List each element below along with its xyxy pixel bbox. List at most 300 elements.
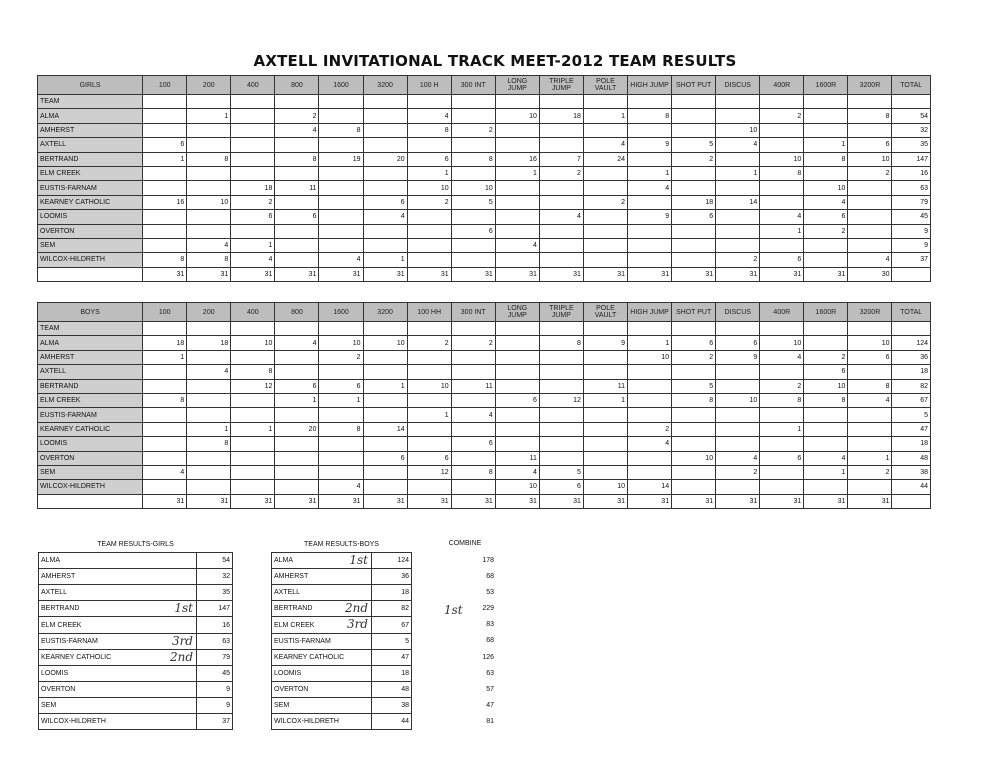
score-cell	[231, 480, 275, 494]
summary-row	[272, 633, 412, 649]
table-row	[38, 238, 931, 252]
summary-team-cell	[39, 681, 197, 697]
summary-team-name: AMHERST	[274, 573, 309, 581]
combine-column	[430, 537, 500, 730]
score-cell	[231, 138, 275, 152]
team-name: BERTRAND	[38, 379, 143, 393]
empty-cell	[804, 322, 848, 336]
event-total-cell: 31	[143, 267, 187, 281]
score-cell	[451, 138, 495, 152]
total-cell: 44	[892, 480, 931, 494]
score-cell	[143, 480, 187, 494]
summary-row	[272, 665, 412, 681]
score-cell	[451, 422, 495, 436]
summary-team-name: BERTRAND	[274, 605, 313, 613]
summary-score: 32	[197, 569, 233, 585]
summary-row	[272, 649, 412, 665]
score-cell	[231, 166, 275, 180]
empty-cell	[672, 322, 716, 336]
team-name: EUSTIS-FARNAM	[38, 181, 143, 195]
score-cell: 11	[451, 379, 495, 393]
score-cell	[716, 365, 760, 379]
score-cell	[672, 365, 716, 379]
summary-team-name: WILCOX-HILDRETH	[41, 718, 106, 726]
score-cell: 2	[848, 465, 892, 479]
score-cell	[319, 437, 363, 451]
table-row	[38, 480, 931, 494]
score-cell	[716, 238, 760, 252]
combine-row	[430, 633, 500, 649]
score-cell: 8	[760, 393, 804, 407]
summary-row	[39, 569, 233, 585]
score-cell	[495, 336, 539, 350]
score-cell: 6	[231, 210, 275, 224]
score-cell: 9	[716, 350, 760, 364]
score-cell: 2	[407, 195, 451, 209]
score-cell	[539, 238, 583, 252]
score-cell	[716, 152, 760, 166]
summary-score: 5	[372, 633, 412, 649]
score-cell	[143, 437, 187, 451]
score-cell	[231, 350, 275, 364]
summary-team-cell	[272, 617, 372, 633]
empty-cell	[628, 95, 672, 109]
score-cell	[451, 109, 495, 123]
section-label: BOYS	[38, 303, 143, 322]
score-cell	[231, 437, 275, 451]
combine-row	[430, 666, 500, 682]
page-title: AXTELL INVITATIONAL TRACK MEET-2012 TEAM RESULTS	[253, 52, 737, 70]
score-cell: 4	[187, 365, 231, 379]
table-row	[38, 166, 931, 180]
event-header: DISCUS	[716, 76, 760, 95]
score-cell: 16	[495, 152, 539, 166]
score-cell	[363, 408, 407, 422]
score-cell: 6	[760, 253, 804, 267]
score-cell: 6	[672, 336, 716, 350]
score-cell	[187, 166, 231, 180]
summary-team-cell	[39, 617, 197, 633]
summary-header-row	[272, 537, 412, 553]
empty-cell	[539, 322, 583, 336]
score-cell	[275, 224, 319, 238]
score-cell: 4	[275, 336, 319, 350]
score-cell	[143, 422, 187, 436]
summary-team-cell	[39, 601, 197, 617]
summary-team-name: WILCOX-HILDRETH	[274, 718, 339, 726]
score-cell	[363, 465, 407, 479]
score-cell	[231, 451, 275, 465]
score-cell	[583, 451, 627, 465]
summary-row	[272, 569, 412, 585]
summary-score: 82	[372, 601, 412, 617]
score-cell	[539, 253, 583, 267]
score-cell: 2	[716, 465, 760, 479]
event-total-cell: 31	[672, 267, 716, 281]
combine-value: 57	[486, 685, 494, 693]
score-cell	[716, 437, 760, 451]
score-cell: 4	[407, 109, 451, 123]
score-cell	[848, 365, 892, 379]
summary-row	[272, 714, 412, 730]
score-cell: 10	[672, 451, 716, 465]
score-cell	[231, 465, 275, 479]
table-row	[38, 379, 931, 393]
score-cell: 4	[628, 437, 672, 451]
score-cell: 4	[143, 465, 187, 479]
score-cell	[231, 109, 275, 123]
event-header: 1600	[319, 76, 363, 95]
score-cell	[363, 181, 407, 195]
score-cell: 6	[760, 451, 804, 465]
team-name: AMHERST	[38, 350, 143, 364]
score-cell: 1	[231, 238, 275, 252]
score-cell	[539, 123, 583, 137]
event-header: 400R	[760, 76, 804, 95]
total-cell: 18	[892, 365, 931, 379]
summary-team-name: KEARNEY CATHOLIC	[41, 653, 112, 661]
score-cell	[451, 210, 495, 224]
team-name: AMHERST	[38, 123, 143, 137]
total-cell: 5	[892, 408, 931, 422]
score-cell	[187, 393, 231, 407]
score-cell: 5	[539, 465, 583, 479]
score-cell	[407, 422, 451, 436]
score-cell: 8	[319, 123, 363, 137]
score-cell	[275, 166, 319, 180]
event-total-cell: 31	[628, 267, 672, 281]
score-cell: 8	[143, 253, 187, 267]
empty-cell	[539, 95, 583, 109]
score-cell	[716, 422, 760, 436]
empty-cell	[363, 322, 407, 336]
empty-cell	[187, 322, 231, 336]
empty-cell	[716, 322, 760, 336]
summary-team-cell	[272, 665, 372, 681]
score-cell: 2	[848, 166, 892, 180]
event-header: 3200	[363, 303, 407, 322]
empty-cell	[672, 95, 716, 109]
event-total-cell: 31	[231, 267, 275, 281]
table-row	[38, 224, 931, 238]
handwritten-place: 2nd	[169, 649, 193, 664]
score-cell	[539, 224, 583, 238]
score-cell	[319, 451, 363, 465]
score-cell	[187, 350, 231, 364]
score-cell	[363, 393, 407, 407]
score-cell: 19	[319, 152, 363, 166]
summary-row	[39, 601, 233, 617]
summary-team-name: OVERTON	[41, 685, 76, 693]
score-cell	[539, 181, 583, 195]
summary-team-name: BERTRAND	[41, 605, 80, 613]
score-cell	[804, 422, 848, 436]
score-cell: 4	[451, 408, 495, 422]
total-cell: 36	[892, 350, 931, 364]
score-cell	[628, 408, 672, 422]
score-cell	[848, 408, 892, 422]
event-header: 1600R	[804, 76, 848, 95]
score-cell	[583, 465, 627, 479]
score-cell	[716, 181, 760, 195]
score-cell	[319, 195, 363, 209]
event-header: 100 H	[407, 76, 451, 95]
combine-row	[430, 601, 500, 617]
event-total-cell: 31	[407, 494, 451, 508]
event-header: 3200R	[848, 303, 892, 322]
score-cell	[319, 365, 363, 379]
combine-value: 83	[486, 621, 494, 629]
score-cell	[187, 379, 231, 393]
event-header: 300 INT	[451, 76, 495, 95]
score-cell: 8	[187, 253, 231, 267]
score-cell	[760, 365, 804, 379]
total-cell: 124	[892, 336, 931, 350]
empty-cell	[407, 95, 451, 109]
score-cell: 20	[363, 152, 407, 166]
empty-cell	[495, 95, 539, 109]
handwritten-place: 1st	[174, 601, 193, 616]
score-cell	[407, 480, 451, 494]
score-cell: 6	[716, 336, 760, 350]
score-cell: 8	[187, 152, 231, 166]
summary-row	[272, 601, 412, 617]
score-cell: 5	[672, 379, 716, 393]
score-cell: 10	[583, 480, 627, 494]
combine-value: 81	[486, 717, 494, 725]
empty-cell	[848, 95, 892, 109]
empty-cell	[892, 322, 931, 336]
score-cell	[583, 365, 627, 379]
combine-value: 53	[486, 589, 494, 597]
section-label: GIRLS	[38, 76, 143, 95]
score-cell	[275, 451, 319, 465]
team-name: BERTRAND	[38, 152, 143, 166]
event-total-cell: 31	[451, 494, 495, 508]
score-cell: 2	[583, 195, 627, 209]
score-cell	[628, 253, 672, 267]
score-cell: 10	[848, 152, 892, 166]
score-cell	[319, 224, 363, 238]
score-cell: 1	[407, 408, 451, 422]
table-row	[38, 437, 931, 451]
team-label-row	[38, 95, 931, 109]
score-cell: 9	[628, 210, 672, 224]
score-cell: 1	[848, 451, 892, 465]
combine-row	[430, 682, 500, 698]
summary-team-name: LOOMIS	[41, 669, 69, 677]
score-cell: 6	[319, 379, 363, 393]
event-total-cell: 31	[804, 267, 848, 281]
event-total-cell	[892, 267, 931, 281]
score-cell	[628, 393, 672, 407]
score-cell	[628, 123, 672, 137]
score-cell	[672, 480, 716, 494]
total-cell: 54	[892, 109, 931, 123]
score-cell: 2	[407, 336, 451, 350]
score-cell	[187, 138, 231, 152]
summary-row	[272, 585, 412, 601]
score-cell: 6	[407, 451, 451, 465]
score-cell	[495, 195, 539, 209]
score-cell: 4	[716, 451, 760, 465]
event-total-cell: 30	[848, 267, 892, 281]
total-cell: 147	[892, 152, 931, 166]
combine-row	[430, 650, 500, 666]
event-total-cell: 31	[187, 494, 231, 508]
empty-cell	[495, 322, 539, 336]
score-cell: 8	[143, 393, 187, 407]
score-cell: 1	[363, 379, 407, 393]
table-row	[38, 253, 931, 267]
team-name: SEM	[38, 238, 143, 252]
score-cell	[760, 123, 804, 137]
summary-row	[39, 697, 233, 713]
score-cell: 6	[275, 379, 319, 393]
score-cell: 1	[804, 465, 848, 479]
score-cell	[451, 350, 495, 364]
team-name: ELM CREEK	[38, 166, 143, 180]
summary-score: 9	[197, 697, 233, 713]
score-cell	[716, 224, 760, 238]
event-header: LONG JUMP	[495, 303, 539, 322]
event-header: 300 INT	[451, 303, 495, 322]
event-total-cell: 31	[187, 267, 231, 281]
empty-cell	[848, 322, 892, 336]
score-cell	[804, 336, 848, 350]
score-cell	[495, 422, 539, 436]
score-cell: 4	[275, 123, 319, 137]
score-cell	[628, 465, 672, 479]
score-cell	[143, 238, 187, 252]
summary-row	[272, 617, 412, 633]
summary-score: 9	[197, 681, 233, 697]
score-cell: 1	[407, 166, 451, 180]
team-name: AXTELL	[38, 138, 143, 152]
score-cell	[187, 181, 231, 195]
event-header: DISCUS	[716, 303, 760, 322]
score-cell	[275, 465, 319, 479]
combine-row	[430, 698, 500, 714]
score-cell: 10	[407, 181, 451, 195]
event-total-cell	[892, 494, 931, 508]
score-cell	[672, 465, 716, 479]
score-cell	[407, 437, 451, 451]
score-cell	[407, 365, 451, 379]
score-cell: 11	[275, 181, 319, 195]
empty-cell	[760, 95, 804, 109]
team-label: TEAM	[38, 95, 143, 109]
summary-team-cell	[272, 553, 372, 569]
empty-cell	[38, 494, 143, 508]
score-cell	[628, 195, 672, 209]
score-cell	[539, 408, 583, 422]
summary-team-cell	[39, 553, 197, 569]
summary-team-cell	[272, 585, 372, 601]
score-cell	[672, 422, 716, 436]
score-cell: 6	[804, 210, 848, 224]
table-row	[38, 465, 931, 479]
score-cell	[672, 123, 716, 137]
score-cell: 12	[407, 465, 451, 479]
combine-value: 178	[482, 557, 494, 564]
score-cell: 10	[848, 336, 892, 350]
summary-team-cell	[272, 649, 372, 665]
summary-team-name: SEM	[41, 701, 57, 709]
summary-score: 36	[372, 569, 412, 585]
score-cell: 8	[451, 465, 495, 479]
total-cell: 47	[892, 422, 931, 436]
summary-team-cell	[272, 633, 372, 649]
score-cell: 18	[143, 336, 187, 350]
score-cell: 4	[804, 451, 848, 465]
score-cell: 4	[495, 238, 539, 252]
score-cell: 6	[363, 195, 407, 209]
score-cell: 1	[319, 393, 363, 407]
summary-score: 79	[197, 649, 233, 665]
summary-row	[39, 553, 233, 569]
handwritten-place: 1st	[444, 603, 463, 618]
score-cell	[319, 181, 363, 195]
score-cell	[363, 365, 407, 379]
event-header: 1600R	[804, 303, 848, 322]
score-cell: 2	[760, 109, 804, 123]
score-cell	[143, 224, 187, 238]
score-cell: 8	[760, 166, 804, 180]
event-header: 3200	[363, 76, 407, 95]
summary-team-name: AXTELL	[274, 589, 301, 597]
score-cell: 10	[716, 393, 760, 407]
score-cell: 1	[716, 166, 760, 180]
score-cell: 4	[583, 138, 627, 152]
empty-cell	[407, 322, 451, 336]
event-header: 100 HH	[407, 303, 451, 322]
score-cell: 6	[363, 451, 407, 465]
score-cell: 2	[672, 350, 716, 364]
score-cell: 4	[231, 253, 275, 267]
score-cell: 1	[143, 152, 187, 166]
score-cell	[848, 437, 892, 451]
total-cell: 9	[892, 224, 931, 238]
score-cell: 18	[187, 336, 231, 350]
score-cell	[716, 408, 760, 422]
score-cell: 6	[407, 152, 451, 166]
score-cell	[495, 123, 539, 137]
score-cell: 2	[672, 152, 716, 166]
event-total-cell: 31	[319, 267, 363, 281]
score-cell	[628, 451, 672, 465]
summary-team-name: AXTELL	[41, 589, 68, 597]
score-cell	[319, 166, 363, 180]
summary-row	[39, 681, 233, 697]
summary-header: TEAM RESULTS-BOYS	[272, 537, 412, 553]
score-cell	[716, 480, 760, 494]
event-header: HIGH JUMP	[628, 303, 672, 322]
score-cell	[363, 238, 407, 252]
combine-value: 126	[482, 653, 494, 661]
score-cell	[583, 422, 627, 436]
score-cell	[143, 451, 187, 465]
score-cell	[231, 152, 275, 166]
score-cell	[275, 195, 319, 209]
score-cell: 10	[407, 379, 451, 393]
summary-row	[272, 553, 412, 569]
score-cell: 24	[583, 152, 627, 166]
total-cell: 9	[892, 238, 931, 252]
event-total-cell: 31	[716, 267, 760, 281]
score-cell	[451, 166, 495, 180]
total-cell: 45	[892, 210, 931, 224]
